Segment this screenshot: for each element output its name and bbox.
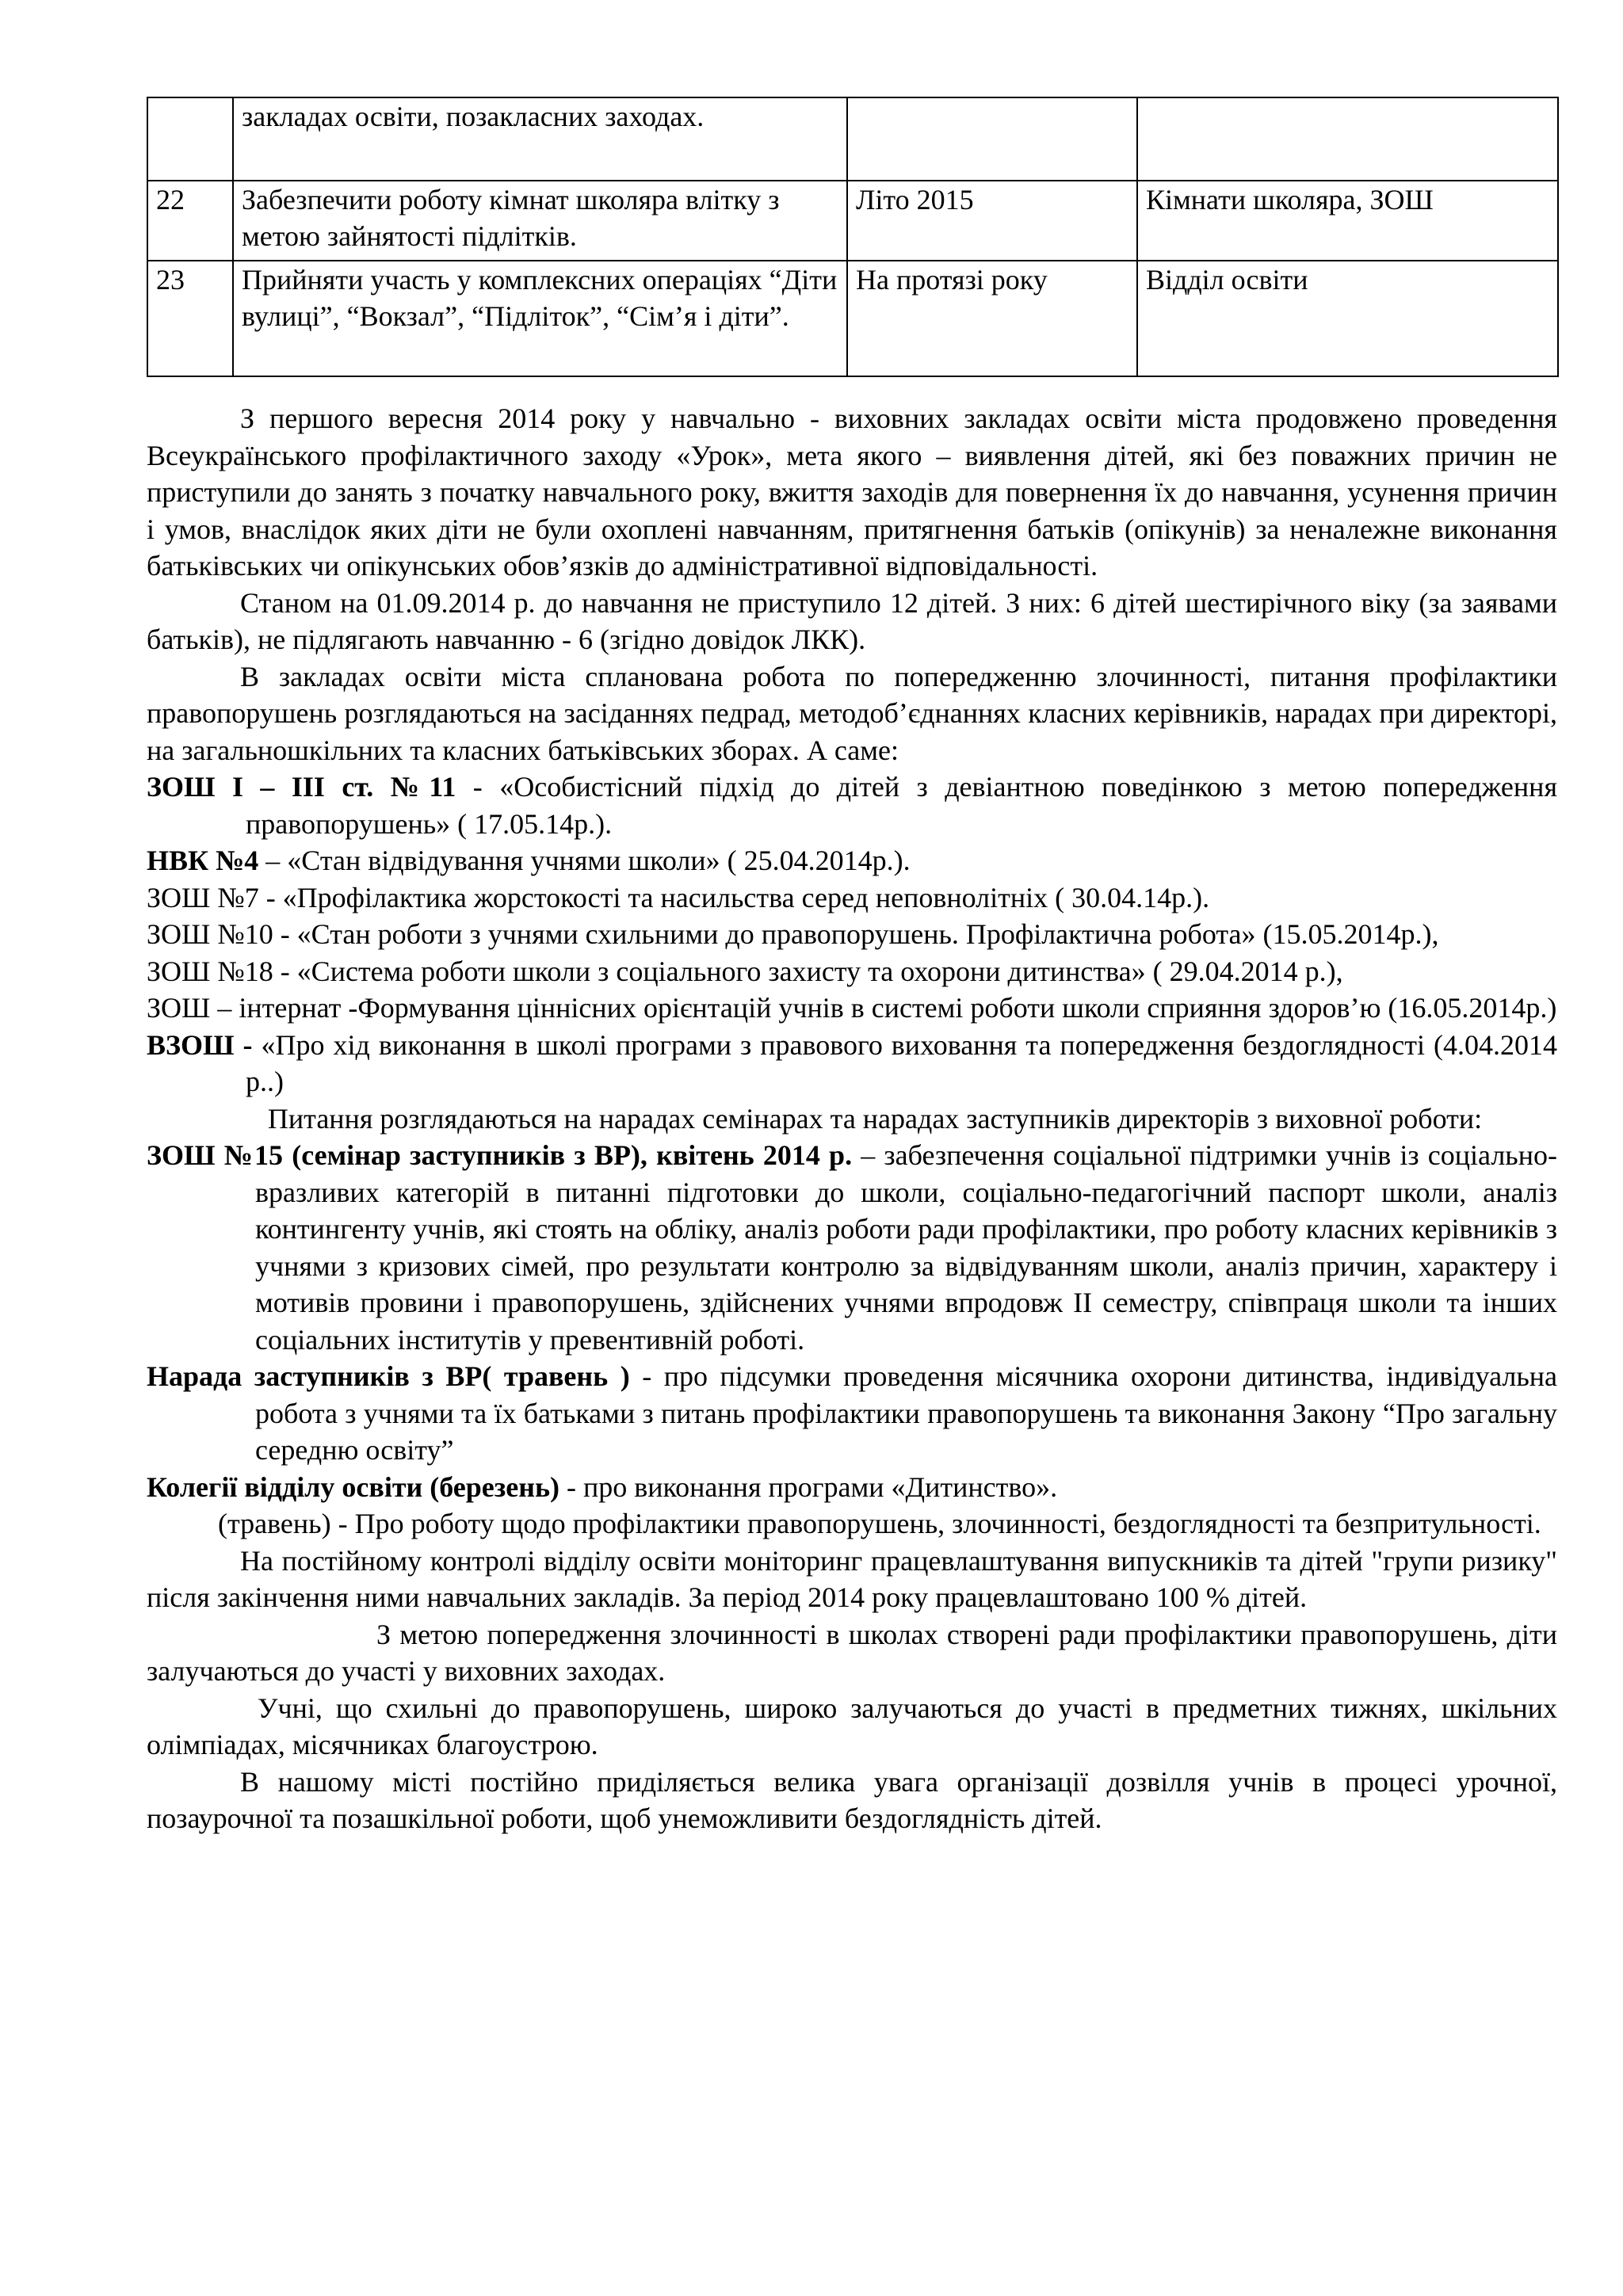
row-responsible: Відділ освіти xyxy=(1137,261,1558,376)
row-term: На протязі року xyxy=(847,261,1137,376)
row-action: Забезпечити роботу кімнат школяра влітку з метою зайнятості підлітків. xyxy=(233,181,847,261)
collegium-title: Колегії відділу освіти (березень) xyxy=(147,1470,559,1503)
school-item: ЗОШ – інтернат -Формування ціннісних орієнтацій учнів в системі роботи школи сприяння здоров’ю (16.05.2014р.) xyxy=(147,992,1557,1024)
row-action: Прийняти участь у комплексних операціях “Діти вулиці”, “Вокзал”, “Підліток”, “Сім’я і діти”. xyxy=(233,261,847,376)
report-text xyxy=(147,400,1557,1837)
measures-table xyxy=(147,97,1559,377)
seminar-text: – забезпечення соціальної підтримки учнів із соціально-вразливих категорій в питанні підготовки до школи, соціально-педагогічний паспорт школи, аналіз контингенту учнів, які стоять на обліку, аналіз роботи ради профілактики, про роботу класних керівників з учнями з кризових сімей, про результати контролю за відвідуванням школи, аналіз причин, характеру і мотивів провини і правопорушень, здійснених учнями впродовж ІІ семестру, співпраця школи та інших соціальних інститутів у превентивній роботі. xyxy=(255,1139,1557,1356)
row-number xyxy=(147,97,233,181)
collegium-item: (травень) - Про роботу щодо профілактики правопорушень, злочинності, бездоглядності та безпритульності. xyxy=(218,1508,1541,1539)
school-item: ЗОШ №18 - «Система роботи школи з соціального захисту та охорони дитинства» ( 29.04.2014 р.), xyxy=(147,955,1343,987)
row-action: закладах освіти, позакласних заходах. xyxy=(233,97,847,181)
school-item-text: – «Стан відвідування учнями школи» ( 25.04.2014р.). xyxy=(258,845,911,876)
collegium-item xyxy=(147,1469,1557,1506)
paragraph: На постійному контролі відділу освіти моніторинг працевлаштування випускників та дітей "групи ризику" після закінчення ними навчальних закладів. За період 2014 року працевлаштовано 100 % дітей. xyxy=(147,1544,1557,1613)
school-item: ЗОШ №10 - «Стан роботи з учнями схильними до правопорушень. Профілактична робота» (15.05.2014р.), xyxy=(147,918,1439,950)
row-responsible: Кімнати школяра, ЗОШ xyxy=(1137,181,1558,261)
paragraph: З першого вересня 2014 року у навчально - виховних закладах освіти міста продовжено проведення Всеукраїнського профілактичного заходу «Урок», мета якого – виявлення дітей, які без поважних причин не приступили до занять з початку навчального року, вжиття заходів для повернення їх до навчання, усунення причин і умов, внаслідок яких діти не були охоплені навчанням, притягнення батьків (опікунів) за неналежне виконання батьківських чи опікунських обов’язків до адміністративної відповідальності. xyxy=(147,402,1557,582)
paragraph: Учні, що схильні до правопорушень, широко залучаються до участі в предметних тижнях, шкільних олімпіадах, місячниках благоустрою. xyxy=(147,1691,1557,1760)
school-item xyxy=(147,1027,1557,1100)
table-row xyxy=(147,97,1558,181)
paragraph: В закладах освіти міста спланована робота по попередженню злочинності, питання профілактики правопорушень розглядаються на засіданнях педрад, методоб’єднаннях класних керівників, нарадах при директорі, на загальношкільних та класних батьківських зборах. А саме: xyxy=(147,660,1557,766)
school-item: ЗОШ №7 - «Профілактика жорстокості та насильства серед неповнолітніх ( 30.04.14р.). xyxy=(147,881,1210,913)
row-term: Літо 2015 xyxy=(847,181,1137,261)
meeting-title: Нарада заступників з ВР( травень ) xyxy=(147,1360,630,1392)
row-number: 23 xyxy=(147,261,233,376)
collegium-text: - про виконання програми «Дитинство». xyxy=(559,1470,1058,1503)
table-row xyxy=(147,261,1558,376)
school-item-text: - «Особистісний підхід до дітей з девіантною поведінкою з метою попередження правопорушень» ( 17.05.14р.). xyxy=(246,771,1557,840)
meeting-item xyxy=(147,1358,1557,1469)
school-item xyxy=(147,769,1557,842)
school-item xyxy=(147,842,1557,879)
school-name: НВК №4 xyxy=(147,845,259,876)
seminar-item xyxy=(147,1137,1557,1358)
school-name: ЗОШ І – ІІІ ст. №11 xyxy=(147,771,456,803)
section-heading: Питання розглядаються на нарадах семінарах та нарадах заступників директорів з виховної роботи: xyxy=(267,1102,1483,1135)
row-number: 22 xyxy=(147,181,233,261)
table-row xyxy=(147,181,1558,261)
row-term xyxy=(847,97,1137,181)
meeting-text: - про підсумки проведення місячника охорони дитинства, індивідуальна робота з учнями та їх батьками з питань профілактики правопорушень та виконання Закону “Про загальну середню освіту” xyxy=(255,1360,1557,1466)
seminar-title: ЗОШ №15 (семінар заступників з ВР), квітень 2014 р. xyxy=(147,1139,853,1171)
school-name: ВЗОШ - xyxy=(147,1028,253,1061)
paragraph: В нашому місті постійно приділяється велика увага організації дозвілля учнів в процесі урочної, позаурочної та позашкільної роботи, щоб унеможливити бездоглядність дітей. xyxy=(147,1765,1557,1834)
paragraph: З метою попередження злочинності в школах створені ради профілактики правопорушень, діти залучаються до участі у виховних заходах. xyxy=(147,1618,1557,1687)
school-item-text: «Про хід виконання в школі програми з правового виховання та попередження бездоглядності (4.04.2014 р..) xyxy=(246,1028,1557,1097)
paragraph: Станом на 01.09.2014 р. до навчання не приступило 12 дітей. З них: 6 дітей шестирічного віку (за заявами батьків), не підлягають навчанню - 6 (згідно довідок ЛКК). xyxy=(147,586,1557,655)
row-responsible xyxy=(1137,97,1558,181)
